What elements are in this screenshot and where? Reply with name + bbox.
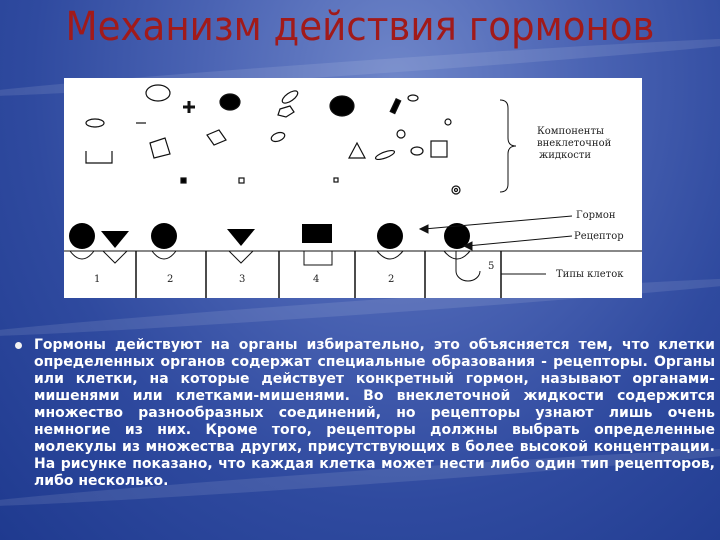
components-label-line3: жидкости <box>539 150 592 161</box>
cell-types-label: Типы клеток <box>556 269 624 280</box>
cell-number-3: 3 <box>239 274 246 285</box>
pointer-lines <box>420 216 572 274</box>
slide-title: Механизм действия гормонов <box>65 4 655 50</box>
cell-number-1: 1 <box>94 274 101 285</box>
cell-number-4: 4 <box>313 274 320 285</box>
cell-number-5: 5 <box>488 261 495 272</box>
cell-number-2b: 2 <box>388 274 395 285</box>
cell-receptors <box>70 251 480 281</box>
components-bracket <box>500 100 516 192</box>
extracellular-molecules <box>86 85 460 194</box>
receptor-label: Рецептор <box>574 231 624 242</box>
bullet-paragraph <box>15 337 715 490</box>
bullet-dot <box>15 342 22 349</box>
components-label-line1: Компоненты <box>537 126 604 137</box>
hormone-label: Гормон <box>576 210 616 221</box>
components-label-line2: внеклеточной <box>537 138 612 149</box>
bound-hormones <box>69 223 470 249</box>
bullet-text: Гормоны действуют на органы избирательно, это объясняется тем, что клетки определенных органов содержат специальные образования - рецепторы. Органы или клетки, на которые действует конкретный гормон, называют органами-мишенями или клетками-мишенями. Во внеклеточной жидкости содержится множество разнообразных соединений, но рецепторы узнают лишь очень немногие из них. Кроме того, рецепторы должны выбрать определенные молекулы из множества других, присутствующих в более высокой концентрации. На рисунке показано, что каждая клетка может нести либо один тип рецепторов, либо несколько. <box>34 337 715 489</box>
hormone-receptor-figure <box>64 78 642 298</box>
figure-diagram <box>64 78 642 298</box>
cell-number-2: 2 <box>167 274 174 285</box>
